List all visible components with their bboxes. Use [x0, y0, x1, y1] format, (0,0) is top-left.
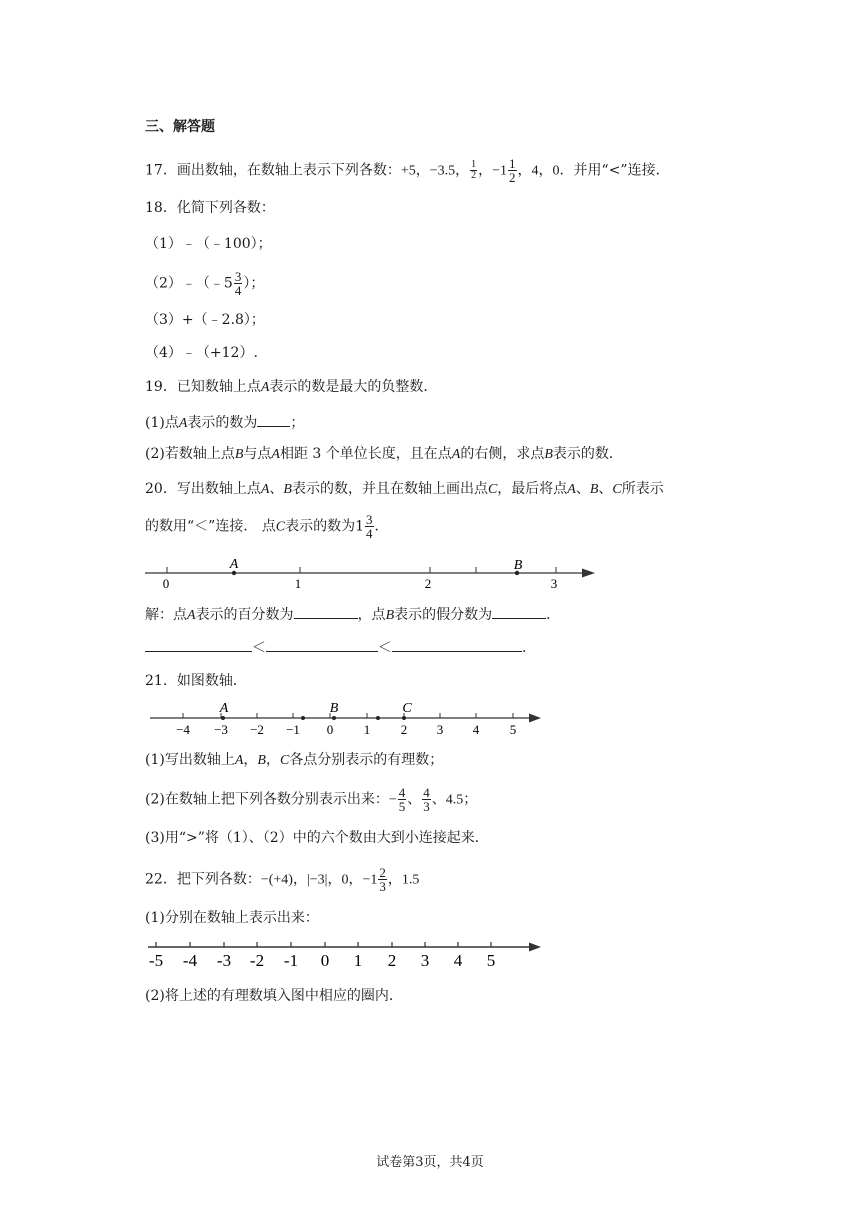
q21-sub-1 [145, 750, 443, 771]
point-dot [376, 716, 380, 720]
q21-fraction-1: $\frac{4}{5}$ [398, 785, 406, 814]
tick-label: 4 [472, 722, 480, 737]
q20-sep: 、 [269, 481, 284, 497]
point-a-label: A [229, 557, 239, 572]
axis-arrow [529, 943, 541, 952]
q22-expr-2: |−3| [306, 872, 328, 888]
q18-stem: 18．化简下列各数： [145, 200, 275, 216]
q17-sep: ， [538, 162, 553, 179]
q22-sub-1: (1)分别在数轴上表示出来： [145, 910, 319, 926]
q20-l2-c: ． [374, 518, 389, 535]
q20-end: . [522, 640, 527, 656]
q17-tail: ．并用“<”连接． [559, 162, 670, 179]
order-blank-3[interactable] [392, 637, 522, 652]
improper-fraction-answer-blank[interactable] [492, 604, 546, 619]
q19-s2-b: 与点 [243, 446, 272, 462]
q18-part-2 [145, 270, 264, 297]
q22-expr-1: −(+4) [260, 872, 293, 888]
q21-s2-a: (2)在数轴上把下列各数分别表示出来： [145, 791, 389, 808]
point-a-label: A [260, 482, 270, 497]
q21-s1-b: 各点分别表示的有理数； [289, 752, 444, 768]
q17-fraction-1: $\frac{1}{2}$ [471, 159, 477, 181]
point-a-label: A [260, 380, 270, 395]
q17-value-3: −1 [492, 163, 508, 179]
q21-sub-2 [145, 786, 477, 813]
point-b-label: B [385, 608, 395, 623]
q22-sep: ， [327, 871, 342, 888]
point-a-label: A [219, 701, 229, 716]
q22-stem-text: 22．把下列各数： [145, 871, 261, 888]
tick-label: 0 [162, 576, 170, 591]
tick-label: -2 [249, 951, 265, 970]
tick-label: -1 [283, 951, 299, 970]
q22-sep: ， [348, 871, 363, 888]
point-a-dot [221, 716, 225, 720]
order-blank-1[interactable] [145, 637, 252, 652]
q22-expr-4: −1 [362, 872, 378, 888]
section-heading: 三、解答题 [145, 119, 215, 135]
point-a-label: A [567, 482, 576, 497]
q22-sub-2: (2)将上述的有理数填入图中相应的圈内． [145, 988, 403, 1004]
q22-number-line [145, 936, 545, 970]
q18-fraction: $\frac{3}{4}$ [234, 269, 242, 298]
tick-label: 5 [509, 722, 517, 737]
q21-sep: 、 [407, 791, 422, 808]
tick-label: 2 [387, 951, 397, 970]
q20-answer-line-1 [145, 604, 560, 626]
less-than-sign: ＜ [252, 640, 266, 656]
q20-ans-b: 表示的百分数为 [195, 607, 294, 623]
minus-sign: − [388, 792, 397, 808]
q22-sep: ， [292, 871, 307, 888]
q19-stem-a: 19．已知数轴上点 [145, 379, 261, 395]
q20-l1-d: 所表示 [621, 481, 664, 497]
q21-fraction-2: $\frac{4}{3}$ [423, 785, 430, 814]
tick-label: 1 [294, 576, 302, 591]
tick-label: −1 [286, 722, 300, 737]
point-a-label: A [451, 447, 461, 462]
tick-label: 1 [353, 951, 363, 970]
percent-answer-blank[interactable] [294, 604, 358, 619]
point-b-label: B [544, 447, 553, 462]
q21-sub-3: (3)用“>”将（1）、（2）中的六个数由大到小连接起来． [145, 830, 489, 846]
tick-label: 4 [453, 951, 463, 970]
tick-label: −3 [214, 722, 228, 737]
q19-s2-a: (2)若数轴上点 [145, 446, 235, 462]
point-b-label: B [257, 753, 266, 768]
point-b-label: B [589, 482, 599, 497]
q21-comma: ， [265, 752, 280, 768]
tick-label: 5 [486, 951, 496, 970]
q20-ans-a: 解：点 [145, 607, 187, 623]
point-a-label: A [178, 416, 188, 431]
point-b-label: B [234, 447, 244, 462]
point-a-label: A [234, 753, 244, 768]
tick-label: 0 [320, 951, 330, 970]
q19-sub-1 [145, 412, 304, 434]
q18-part-3: （3）+（﹣2.8）； [145, 312, 265, 328]
q20-answer-line-2 [145, 637, 526, 658]
q20-ans-d: 表示的假分数为 [394, 607, 493, 623]
point-b-label: B [513, 558, 523, 573]
point-c-label: C [612, 482, 622, 497]
tick-label: −2 [250, 722, 264, 737]
tick-label: -5 [148, 951, 164, 970]
q19-s1-c: ； [290, 415, 305, 431]
q17-stem: 画出数轴，在数轴上表示下列各数： [176, 162, 401, 179]
q20-ans-e: ． [546, 607, 561, 623]
tick-label: 0 [326, 722, 334, 737]
q17-value-2: −3.5 [429, 163, 456, 179]
point-a-label: A [187, 608, 196, 623]
axis-arrow [529, 714, 541, 723]
q17-value-1: +5 [400, 163, 416, 179]
q21-comma: ， [243, 752, 258, 768]
point-c-label: C [275, 519, 286, 535]
question-17 [145, 157, 670, 184]
q20-line-2 [145, 513, 389, 540]
q18-part-1: （1）﹣（﹣100）； [145, 236, 272, 252]
page-footer: 试卷第3页，共4页 [376, 1155, 484, 1170]
q20-fraction: $\frac{3}{4}$ [366, 512, 373, 541]
answer-blank[interactable] [257, 412, 290, 427]
tick-label: 3 [420, 951, 430, 970]
q20-l2-a: 的数用“＜”连接． 点 [145, 518, 276, 535]
q22-expr-5: 1.5 [401, 872, 420, 888]
q21-sep: 、 [431, 791, 446, 808]
point-b-dot [332, 716, 336, 720]
q20-number-line [145, 554, 605, 594]
q22-sep: ， [387, 871, 402, 888]
tick-label: -3 [216, 951, 232, 970]
q17-fraction-2: $\frac{1}{2}$ [509, 156, 516, 185]
q17-sep: ， [517, 162, 532, 179]
q20-line-1 [145, 479, 664, 500]
point-c-dot [402, 716, 406, 720]
q22-expr-3: 0 [341, 872, 349, 888]
q20-l1-c: ，最后将点 [497, 481, 568, 497]
q21-number-line [145, 698, 545, 740]
q19-sub-2 [145, 444, 623, 465]
q17-value-5: 0 [552, 163, 560, 179]
q19-s1-a: (1)点 [145, 415, 179, 431]
tick-label: 3 [550, 576, 558, 591]
tick-label: -4 [182, 951, 198, 970]
tick-label: −4 [176, 722, 190, 737]
q17-value-4: 4 [531, 163, 539, 179]
q21-stem: 21．如图数轴． [145, 673, 247, 689]
q21-s1-a: (1)写出数轴上 [145, 752, 235, 768]
q22-stem [145, 866, 419, 893]
q19-s2-c: 相距 3 个单位长度，且在点 [279, 446, 452, 462]
point-a-label: A [271, 447, 280, 462]
q17-sep: ， [415, 162, 430, 179]
q20-sep: 、 [575, 481, 590, 497]
point-b-label: B [329, 701, 339, 716]
point-b-label: B [283, 482, 292, 497]
q18-part-4: （4）﹣（+12）. [145, 345, 258, 361]
point-dot [301, 716, 305, 720]
point-c-label: C [402, 701, 412, 716]
tick-label: 2 [400, 722, 408, 737]
q20-l1-a: 20．写出数轴上点 [145, 481, 261, 497]
q19-stem-b: 表示的数是最大的负整数． [269, 379, 438, 395]
tick-label: 2 [424, 576, 432, 591]
less-than-sign: ＜ [378, 640, 392, 656]
q17-number: 17． [145, 162, 177, 179]
q19-s2-d: 的右侧，求点 [460, 446, 545, 462]
q17-sep: ， [478, 162, 493, 179]
q22-fraction: $\frac{2}{3}$ [379, 865, 386, 894]
q19-stem [145, 377, 437, 398]
q20-l2-b: 表示的数为1 [285, 518, 365, 535]
tick-label: 1 [363, 722, 371, 737]
axis-arrow [582, 569, 595, 578]
q17-sep: ， [455, 162, 470, 179]
tick-label: 3 [436, 722, 444, 737]
order-blank-2[interactable] [266, 637, 378, 652]
q20-l1-b: 表示的数，并且在数轴上画出点 [291, 481, 488, 497]
q19-s2-e: 表示的数． [552, 446, 623, 462]
q18-part-2-a: （2）﹣（﹣5 [145, 275, 233, 292]
q21-s2-b: 4.5； [445, 792, 478, 808]
q20-sep: 、 [598, 481, 613, 497]
point-c-label: C [487, 482, 498, 497]
q20-ans-c: ，点 [357, 607, 386, 623]
point-c-label: C [279, 753, 290, 768]
q18-part-2-b: ）； [243, 275, 265, 292]
q19-s1-b: 表示的数为 [187, 415, 258, 431]
